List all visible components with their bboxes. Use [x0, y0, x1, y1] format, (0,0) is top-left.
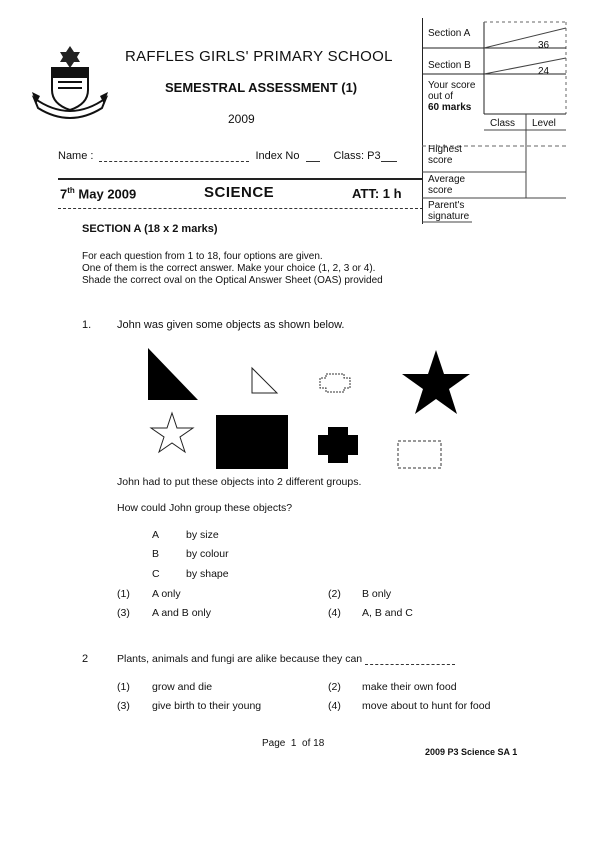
q1-option-2-num[interactable]: (2) [328, 588, 341, 600]
class-field[interactable] [381, 151, 397, 162]
out-of-label: out of [428, 91, 454, 102]
section-a-score-label: Section A [428, 28, 471, 39]
section-b-score-label: Section B [428, 60, 471, 71]
criterion-c-text: by shape [186, 568, 229, 580]
level-column-header: Level [532, 118, 556, 129]
q1-option-4-text[interactable]: A, B and C [362, 607, 413, 619]
section-a-heading: SECTION A (18 x 2 marks) [82, 223, 218, 235]
section-b-max: 24 [538, 66, 550, 77]
q1-option-3-text[interactable]: A and B only [152, 607, 211, 619]
subject-title: SCIENCE [204, 184, 275, 201]
school-crest-logo [28, 42, 112, 126]
document-code: 2009 P3 Science SA 1 [425, 747, 518, 757]
parent-signature-label: Parent's signature [428, 200, 470, 222]
your-score-label: Your score [428, 80, 476, 91]
answer-blank [365, 655, 455, 665]
large-black-star [402, 350, 470, 414]
question-1-follow-up-1: John had to put these objects into 2 different groups. [117, 476, 362, 488]
q2-option-3-text[interactable]: give birth to their young [152, 700, 262, 712]
name-label: Name : [58, 150, 94, 162]
large-black-triangle [148, 348, 198, 400]
section-a-max: 36 [538, 40, 550, 51]
q2-option-3-num[interactable]: (3) [117, 700, 130, 712]
q2-option-1-num[interactable]: (1) [117, 681, 130, 693]
question-1-follow-up-2: How could John group these objects? [117, 502, 293, 514]
q2-option-4-num[interactable]: (4) [328, 700, 341, 712]
small-white-triangle [252, 368, 277, 393]
attempt-time: ATT: 1 h [352, 186, 402, 201]
assessment-title: SEMESTRAL ASSESSMENT (1) [165, 80, 358, 95]
small-white-star [151, 413, 193, 452]
header-rule-bottom [58, 208, 423, 209]
criterion-b-letter: B [152, 548, 160, 560]
small-white-rectangle [398, 441, 441, 468]
q1-option-4-num[interactable]: (4) [328, 607, 341, 619]
assessment-year: 2009 [228, 112, 255, 126]
index-label: Index No [255, 150, 300, 162]
criterion-a-text: by size [186, 529, 219, 541]
student-details-row [58, 150, 397, 162]
q1-option-1-num[interactable]: (1) [117, 588, 130, 600]
class-column-header: Class [490, 118, 516, 129]
section-a-instructions: For each question from 1 to 18, four options are given. One of them is the correct answer. Make your choice (1, 2, 3 or 4). Shade the correct oval on the Optical Answer Sheet (OAS) provided [82, 251, 383, 286]
average-score-label: Average score [428, 174, 466, 196]
school-name: RAFFLES GIRLS' PRIMARY SCHOOL [125, 48, 393, 65]
highest-score-label: Highest score [428, 144, 462, 166]
small-white-cross-shape [320, 374, 350, 392]
page-number: Page 1 of 18 [262, 738, 325, 749]
score-box [422, 18, 568, 224]
question-2-number: 2 [82, 653, 89, 665]
black-cross-shape [318, 427, 358, 463]
q2-option-1-text[interactable]: grow and die [152, 681, 213, 693]
q1-option-1-text[interactable]: A only [152, 588, 181, 600]
class-label: Class: P3 [333, 150, 381, 162]
index-field[interactable] [306, 151, 320, 162]
criterion-c-letter: C [152, 568, 160, 580]
q1-option-3-num[interactable]: (3) [117, 607, 130, 619]
exam-date: 7th May 2009 [60, 186, 137, 202]
large-black-rectangle [216, 415, 288, 469]
q2-option-2-text[interactable]: make their own food [362, 681, 457, 693]
criterion-b-text: by colour [186, 548, 229, 560]
question-1-number: 1. [82, 319, 92, 331]
name-field[interactable] [99, 151, 249, 162]
header-rule-top [58, 178, 423, 180]
total-marks-label: 60 marks [428, 102, 472, 113]
question-1-stem: John was given some objects as shown below. [117, 319, 345, 331]
q1-option-2-text[interactable]: B only [362, 588, 392, 600]
question-2-stem: Plants, animals and fungi are alike because they can [117, 653, 455, 665]
q2-option-2-num[interactable]: (2) [328, 681, 341, 693]
question-1-objects-figure [140, 340, 500, 480]
q2-option-4-text[interactable]: move about to hunt for food [362, 700, 491, 712]
criterion-a-letter: A [152, 529, 160, 541]
